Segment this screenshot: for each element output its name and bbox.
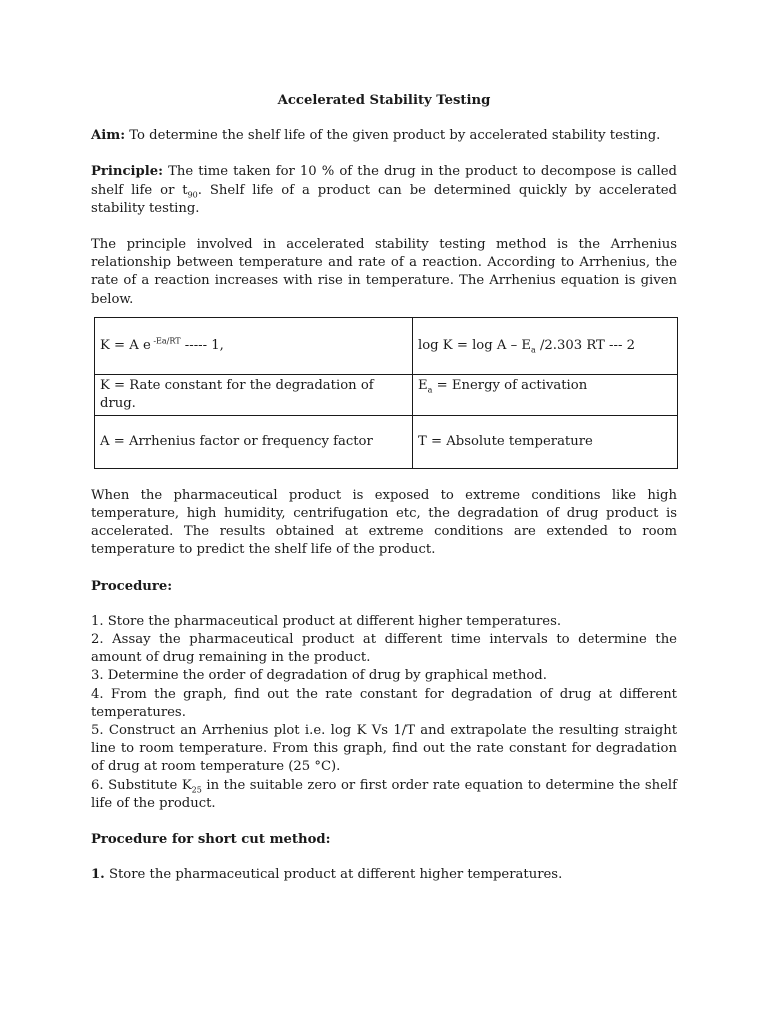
equation-2-cell: [413, 317, 678, 374]
shortcut-step-number: 1.: [91, 867, 105, 883]
principle-label: Principle:: [91, 164, 163, 180]
procedure-heading: Procedure:: [91, 578, 173, 594]
ea-subscript: a: [427, 385, 433, 395]
list-item: 1. Store the pharmaceutical product at different higher temperatures.: [91, 613, 562, 629]
procedure-list: [91, 613, 677, 813]
table-row: [95, 415, 678, 468]
ea-definition-text: = Energy of activation: [432, 377, 588, 393]
equation-1-number: ----- 1,: [180, 337, 224, 353]
list-item: 5. Construct an Arrhenius plot i.e. log K Vs 1/T and extrapolate the resulting straight line to room temperature. From this graph, find out the rate constant for degradation of drug at room temperature (25 °C).: [91, 723, 677, 775]
equation-2-part-a: log K = log A – E: [418, 337, 531, 353]
principle-paragraph: [91, 163, 677, 218]
a-definition-cell: A = Arrhenius factor or frequency factor: [95, 415, 413, 468]
aim-label: Aim:: [91, 128, 126, 144]
principle-text-b: . Shelf life of a product can be determined quickly by accelerated stability testing.: [91, 182, 677, 216]
t-definition-cell: T = Absolute temperature: [413, 415, 678, 468]
table-row: [95, 317, 678, 374]
step-6-part-b: in the suitable zero or first order rate equation to determine the shelf life of the product.: [91, 777, 677, 811]
list-item: 2. Assay the pharmaceutical product at different time intervals to determine the amount of drug remaining in the product.: [91, 632, 677, 666]
equation-1-base: K = A e: [100, 337, 151, 353]
arrhenius-paragraph: The principle involved in accelerated stability testing method is the Arrhenius relationship between temperature and rate of a reaction. According to Arrhenius, the rate of a reaction increases with rise in temperature. The Arrhenius equation is given below.: [91, 237, 677, 307]
list-item: [91, 777, 677, 813]
aim-paragraph: [91, 127, 677, 145]
document-title: Accelerated Stability Testing: [277, 93, 491, 108]
shortcut-step: [91, 866, 677, 884]
list-item: 3. Determine the order of degradation of drug by graphical method.: [91, 668, 547, 684]
equation-2-subscript: a: [531, 345, 536, 355]
aim-text: To determine the shelf life of the given product by accelerated stability testing.: [125, 128, 661, 144]
principle-subscript: 90: [187, 190, 198, 200]
equation-1-exponent: -Ea/RT: [150, 336, 181, 346]
arrhenius-table: [94, 317, 678, 469]
equation-2-part-b: /2.303 RT --- 2: [535, 337, 635, 353]
shortcut-step-text: Store the pharmaceutical product at different higher temperatures.: [104, 867, 563, 883]
principle-text-a: The time taken for 10 % of the drug in the product to decompose is called shelf life or t: [91, 164, 677, 198]
step-6-subscript: 25: [191, 785, 202, 795]
conditions-paragraph: When the pharmaceutical product is exposed to extreme conditions like high temperature, high humidity, centrifugation etc, the degradation of drug product is accelerated. The results obtained at extreme conditions are extended to room temperature to predict the shelf life of the product.: [91, 487, 677, 558]
k-definition-cell: K = Rate constant for the degradation of drug.: [95, 374, 413, 415]
step-6-part-a: 6. Substitute K: [91, 777, 192, 793]
list-item: 4. From the graph, find out the rate constant for degradation of drug at different temperatures.: [91, 686, 677, 720]
shortcut-heading: Procedure for short cut method:: [91, 832, 331, 848]
table-row: [95, 374, 678, 415]
document-page: [91, 92, 677, 884]
ea-definition-cell: [413, 374, 678, 415]
equation-1-cell: [95, 317, 413, 374]
ea-symbol: E: [418, 377, 428, 393]
